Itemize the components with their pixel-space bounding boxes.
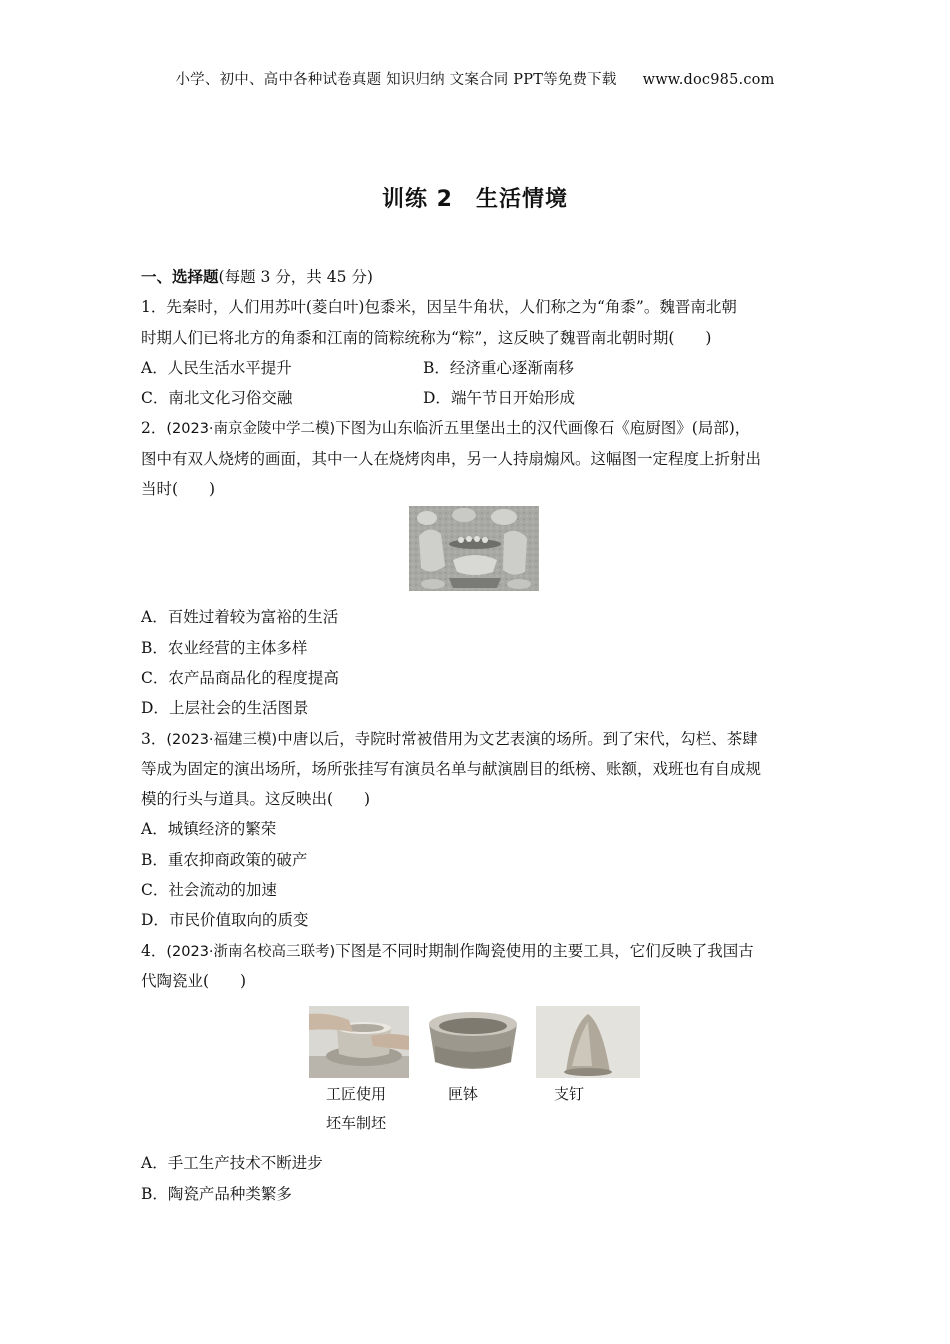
header-site: www.doc985.com [642, 72, 775, 88]
option-text: 陶瓷产品种类繁多 [167, 1184, 292, 1203]
option-d[interactable] [141, 905, 813, 935]
stone-relief-image [409, 506, 539, 591]
option-text: 经济重心逐渐南移 [449, 358, 574, 377]
option-a[interactable] [141, 1148, 813, 1178]
question-text: 下图为山东临沂五里堡出土的汉代画像石《庖厨图》(局部)， [335, 419, 751, 438]
section-heading [141, 262, 813, 292]
option-letter: B． [141, 850, 168, 869]
question-2 [141, 413, 813, 723]
option-letter: D． [423, 389, 451, 408]
question-4 [141, 936, 813, 1209]
question-3 [141, 724, 813, 936]
option-a[interactable] [141, 602, 813, 632]
question-source: (2023·浙南名校高三联考) [166, 943, 336, 960]
question-1 [141, 292, 813, 413]
option-letter: A． [141, 1154, 168, 1173]
question-line: 代陶瓷业( ) [141, 971, 247, 990]
option-b[interactable] [141, 845, 813, 875]
figure-container [141, 996, 813, 1148]
option-letter: D． [141, 699, 169, 718]
question-line: 模的行头与道具。这反映出( ) [141, 790, 371, 809]
question-line [141, 936, 813, 966]
caption-saggar: 匣钵 [448, 1085, 479, 1104]
option-b[interactable] [423, 353, 705, 383]
option-text: 市民价值取向的质变 [168, 911, 309, 930]
question-source: (2023·南京金陵中学二模) [166, 421, 336, 438]
question-number: 3． [141, 729, 167, 748]
option-letter: D． [141, 911, 169, 930]
option-d[interactable] [141, 693, 813, 723]
option-text: 端午节日开始形成 [450, 389, 575, 408]
option-row [141, 353, 813, 383]
option-text: 人民生活水平提升 [167, 358, 292, 377]
option-b[interactable] [141, 1179, 813, 1209]
question-text: 中唐以后，寺院时常被借用为文艺表演的场所。到了宋代，勾栏、茶肆 [277, 729, 758, 748]
option-letter: C． [141, 668, 169, 687]
question-number: 4． [141, 941, 167, 960]
option-c[interactable] [141, 875, 813, 905]
option-letter: A． [141, 820, 168, 839]
option-letter: B． [423, 358, 450, 377]
option-text: 手工生产技术不断进步 [167, 1154, 323, 1173]
question-line: 时期人们已将北方的角黍和江南的筒粽统称为“粽”，这反映了魏晋南北朝时期( ) [141, 328, 712, 347]
saggar-image [419, 1006, 527, 1078]
caption-wheel-line2: 坯车制坯 [326, 1114, 387, 1133]
option-text: 社会流动的加速 [168, 881, 277, 900]
header-text: 小学、初中、高中各种试卷真题 知识归纳 文案合同 PPT等免费下载 [175, 72, 617, 88]
caption-wheel-line1: 工匠使用 [326, 1085, 387, 1104]
question-source: (2023·福建三模) [166, 731, 278, 748]
option-text: 农产品商品化的程度提高 [168, 668, 339, 687]
option-d[interactable] [423, 383, 705, 413]
option-letter: B． [141, 1184, 168, 1203]
kiln-spur-image [536, 1006, 640, 1078]
option-text: 重农抑商政策的破产 [167, 850, 308, 869]
option-a[interactable] [141, 814, 813, 844]
figure-container [141, 506, 813, 600]
question-text: 下图是不同时期制作陶瓷使用的主要工具，它们反映了我国古 [335, 941, 754, 960]
option-letter: A． [141, 358, 168, 377]
exercise-body [141, 262, 813, 1209]
page-title: 训练 2 生活情境 [382, 187, 568, 212]
option-b[interactable] [141, 633, 813, 663]
section-note: (每题 3 分，共 45 分) [218, 268, 373, 286]
question-number: 1． [141, 298, 167, 317]
option-text: 南北文化习俗交融 [168, 389, 293, 408]
potters-wheel-image [309, 1006, 409, 1078]
option-text: 上层社会的生活图景 [168, 699, 309, 718]
option-letter: C． [141, 881, 169, 900]
option-row [141, 383, 813, 413]
option-letter: A． [141, 608, 168, 627]
page-header [0, 68, 950, 89]
option-text: 城镇经济的繁荣 [167, 820, 277, 839]
question-number: 2． [141, 419, 167, 438]
option-text: 农业经营的主体多样 [167, 638, 308, 657]
question-line [141, 724, 813, 754]
option-c[interactable] [141, 383, 423, 413]
section-label: 一、选择题 [141, 267, 219, 286]
question-line [141, 292, 813, 322]
option-text: 百姓过着较为富裕的生活 [167, 608, 339, 627]
question-line: 图中有双人烧烤的画面，其中一人在烧烤肉串，另一人持扇煽风。这幅图一定程度上折射出 [141, 449, 762, 468]
question-line [141, 413, 813, 443]
question-text: 先秦时，人们用苏叶(菱白叶)包黍米，因呈牛角状，人们称之为“角黍”。魏晋南北朝 [166, 298, 737, 317]
option-c[interactable] [141, 663, 813, 693]
option-letter: C． [141, 389, 169, 408]
question-line: 当时( ) [141, 480, 216, 499]
question-line: 等成为固定的演出场所，场所张挂写有演员名单与献演剧目的纸榜、账额，戏班也有自成规 [141, 759, 762, 778]
caption-spur: 支钉 [554, 1085, 585, 1104]
option-letter: B． [141, 638, 168, 657]
option-a[interactable] [141, 353, 423, 383]
